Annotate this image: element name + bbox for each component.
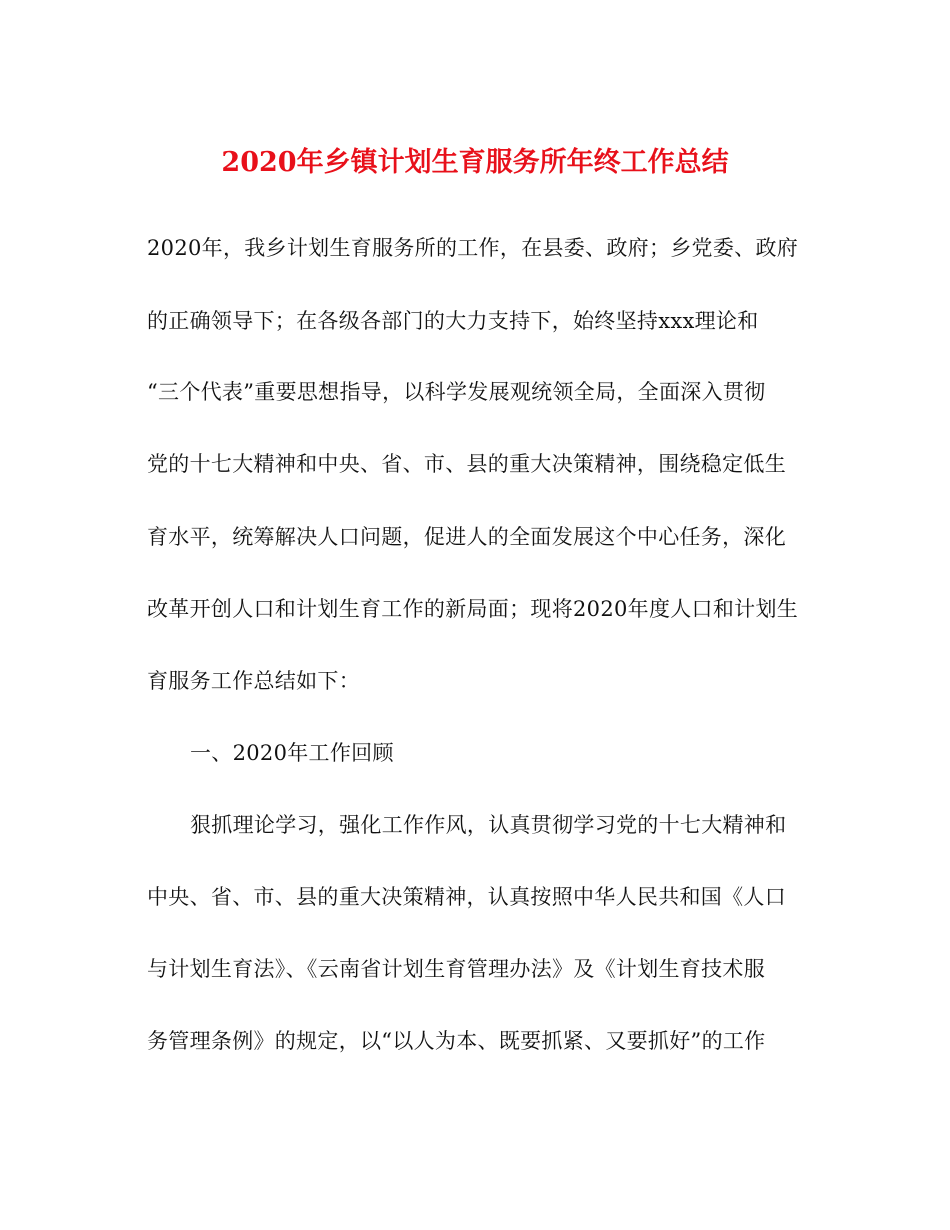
- paragraph-line: 育水平，统筹解决人口问题，促进人的全面发展这个中心任务，深化: [147, 525, 786, 549]
- paragraph-line: 的正确领导下；在各级各部门的大力支持下，始终坚持xxx理论和: [147, 309, 759, 333]
- paragraph-line: “三个代表”重要思想指导，以科学发展观统领全局，全面深入贯彻: [147, 380, 766, 404]
- paragraph-line: 2020年，我乡计划生育服务所的工作，在县委、政府；乡党委、政府: [147, 236, 799, 260]
- paragraph-line: 中央、省、市、县的重大决策精神，认真按照中华人民共和国《人口: [147, 885, 786, 909]
- document-title: 2020年乡镇计划生育服务所年终工作总结: [221, 147, 729, 178]
- paragraph-line: 与计划生育法》、《云南省计划生育管理办法》及《计划生育技术服: [147, 957, 765, 981]
- paragraph-line: 狠抓理论学习，强化工作作风，认真贯彻学习党的十七大精神和: [190, 813, 787, 837]
- section-heading: 一、2020年工作回顾: [190, 741, 394, 765]
- paragraph-line: 改革开创人口和计划生育工作的新局面；现将2020年度人口和计划生: [147, 597, 799, 621]
- paragraph-line: 党的十七大精神和中央、省、市、县的重大决策精神，围绕稳定低生: [147, 452, 786, 476]
- paragraph-line: 育服务工作总结如下：: [147, 669, 360, 693]
- paragraph-line: 务管理条例》的规定，以“以人为本、既要抓紧、又要抓好”的工作: [147, 1029, 766, 1053]
